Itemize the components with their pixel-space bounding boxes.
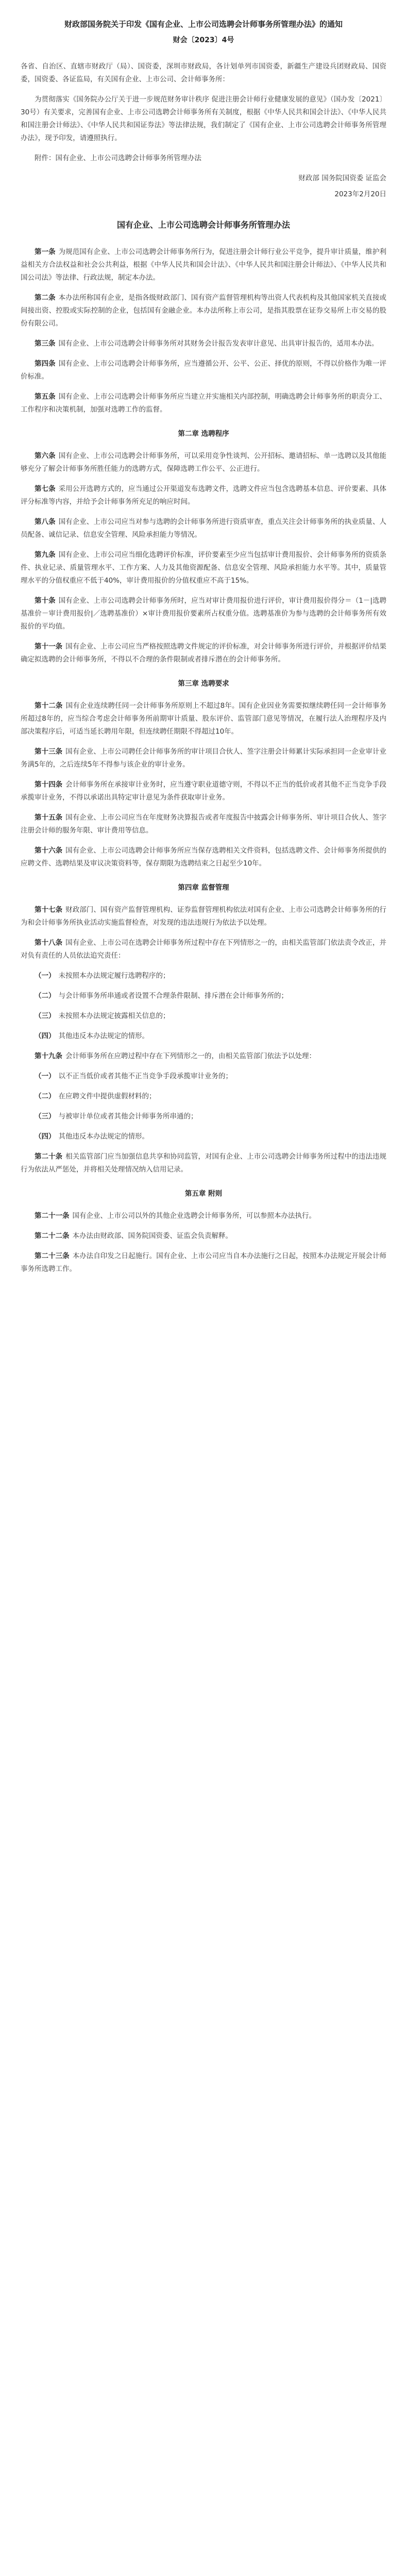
article-text: 本办法自印发之日起施行。国有企业、上市公司应当自本办法施行之日起，按照本办法规定开展会计师事务所选聘工作。 bbox=[21, 1252, 387, 1273]
article-text: 采用公开选聘方式的，应当通过公开渠道发布选聘文件，选聘文件应当包含选聘基本信息、评价要素、具体评分标准等内容，并给予会计师事务所充足的响应时间。 bbox=[21, 485, 387, 506]
article-text: 国有企业、上市公司选聘会计师事务所应当保存选聘相关文件资料，包括选聘文件、会计师事务所提供的应聘文件、选聘结果及审议决策资料等，保存期限为选聘结束之日起至少10年。 bbox=[21, 846, 387, 868]
article-number: 第四条 bbox=[35, 360, 56, 368]
article-number: 第二十三条 bbox=[35, 1252, 70, 1260]
article-number: 第十九条 bbox=[35, 1052, 62, 1060]
article-number: 第五条 bbox=[35, 393, 56, 401]
article bbox=[21, 1070, 386, 1083]
chapter-heading: 第五章 附则 bbox=[184, 1190, 223, 1198]
article-number: （四） bbox=[35, 1132, 56, 1141]
article-text: 以不正当低价或者其他不正当竞争手段承揽审计业务的； bbox=[58, 1072, 232, 1080]
article-number: 第七条 bbox=[35, 485, 56, 493]
article-text: 国有企业、上市公司选聘会计师事务所，可以采用竞争性谈判、公开招标、邀请招标、单一选聘以及其他能够充分了解会计师事务所胜任能力的选聘方式，保障选聘工作公平、公正进行。 bbox=[21, 452, 387, 473]
article bbox=[21, 990, 386, 1003]
article-text: 本办法所称国有企业，是指各级财政部门、国有资产监督管理机构等出资人代表机构及其他国家机关直接或间接出资、控股或实际控制的企业，包括国有金融企业。本办法所称上市公司，是指其股票在证券交易所上市交易的股份有限公司。 bbox=[21, 294, 387, 328]
article bbox=[21, 1090, 386, 1103]
chapter-heading: 第四章 监督管理 bbox=[178, 884, 229, 892]
article bbox=[21, 937, 386, 962]
article-number: （一） bbox=[35, 972, 56, 980]
article-number: （二） bbox=[35, 1092, 56, 1100]
article-text: 相关监管部门应当加强信息共享和协同监管，对国有企业、上市公司选聘会计师事务所过程中的违法违规行为依法从严惩处，并将相关处理情况纳入信用记录。 bbox=[21, 1153, 387, 1174]
attachment-line: 附件：国有企业、上市公司选聘会计师事务所管理办法 bbox=[35, 154, 201, 162]
article-number: 第二十一条 bbox=[35, 1212, 70, 1220]
article bbox=[21, 549, 386, 587]
article-text: 国有企业、上市公司选聘会计师事务所应当建立并实施相关内部控制，明确选聘会计师事务所的职责分工、工作程序和决策机制，加强对选聘工作的监督。 bbox=[21, 393, 387, 414]
article-number: 第二条 bbox=[35, 294, 56, 302]
addressee: 各省、自治区、直辖市财政厅（局）、国资委，深圳市财政局，各计划单列市国资委，新疆生产建设兵团财政局、国资委，国资委、各证监局，有关国有企业、上市公司、会计师事务所： bbox=[21, 62, 386, 83]
article bbox=[21, 1130, 386, 1143]
article bbox=[21, 745, 386, 771]
article-number: 第十四条 bbox=[35, 781, 63, 789]
article-text: 其他违反本办法规定的情形。 bbox=[58, 1032, 149, 1040]
signing-date: 2023年2月20日 bbox=[334, 190, 386, 198]
article-number: （二） bbox=[35, 992, 56, 1000]
article bbox=[21, 1250, 386, 1276]
article-number: 第十七条 bbox=[35, 906, 63, 914]
document-number: 财会〔2023〕4号 bbox=[173, 36, 234, 44]
article-text: 国有企业、上市公司应当对参与选聘的会计师事务所进行资质审查，重点关注会计师事务所的执业质量、人员配备、诚信记录、信息安全管理、风险承担能力等情况。 bbox=[21, 518, 387, 539]
article-number: （一） bbox=[35, 1072, 56, 1080]
article-text: 其他违反本办法规定的情形。 bbox=[58, 1132, 149, 1141]
article bbox=[21, 811, 386, 837]
notice-title: 财政部国务院关于印发《国有企业、上市公司选聘会计师事务所管理办法》的通知 bbox=[64, 20, 343, 29]
notice-body: 为贯彻落实《国务院办公厅关于进一步规范财务审计秩序 促进注册会计师行业健康发展的意见》（国办发〔2021〕30号）有关要求，完善国有企业、上市公司选聘会计师事务所有关制度，根据《中华人民共和国会计法》、《中华人民共和国注册会计师法》、《中华人民共和国证券法》等法律法规，我们制定了《国有企业、上市公司选聘会计师事务所管理办法》，现予印发，请遵照执行。 bbox=[21, 95, 386, 142]
article-number: 第六条 bbox=[35, 452, 56, 460]
article bbox=[21, 358, 386, 383]
article bbox=[21, 1030, 386, 1043]
article-number: 第十条 bbox=[35, 597, 56, 605]
article-text: 国有企业、上市公司选聘会计师事务所，应当遵循公开、公平、公正、择优的原则，不得以价格作为唯一评价标准。 bbox=[21, 360, 387, 381]
article-text: 国有企业、上市公司选聘会计师事务所对其财务会计报告发表审计意见、出具审计报告的，适用本办法。 bbox=[58, 340, 379, 348]
article bbox=[21, 970, 386, 982]
article-number: （四） bbox=[35, 1032, 56, 1040]
article bbox=[21, 904, 386, 929]
article-text: 本办法由财政部、国务院国资委、证监会负责解释。 bbox=[72, 1232, 232, 1240]
article-number: （三） bbox=[35, 1112, 56, 1121]
article bbox=[21, 844, 386, 870]
article-number: 第十六条 bbox=[35, 846, 63, 855]
article bbox=[21, 337, 386, 350]
article bbox=[21, 516, 386, 541]
article-text: 国有企业、上市公司应当细化选聘评价标准，评价要素至少应当包括审计费用报价、会计师事务所的资质条件、执业记录、质量管理水平、工作方案、人力及其他资源配备、信息安全管理、风险承担能力水平等。其中，质量管理水平的分值权重应不低于40%，审计费用报价的分值权重应不高于15%。 bbox=[21, 551, 387, 585]
article bbox=[21, 640, 386, 666]
article-text: 在应聘文件中提供虚假材料的； bbox=[58, 1092, 156, 1100]
article-text: 国有企业、上市公司在选聘会计师事务所过程中存在下列情形之一的，由相关监管部门依法责令改正，并对负有责任的人员依法追究责任： bbox=[21, 939, 387, 960]
article-number: 第十二条 bbox=[35, 702, 63, 710]
article-text: 为规范国有企业、上市公司选聘会计师事务所行为，促进注册会计师行业公平竞争，提升审计质量，维护利益相关方合法权益和社会公共利益，根据《中华人民共和国会计法》、《中华人民共和国注册会计师法》、《中华人民共和国公司法》等法律、行政法规，制定本办法。 bbox=[21, 248, 387, 282]
article-number: 第八条 bbox=[35, 518, 56, 526]
article-text: 会计师事务所在应聘过程中存在下列情形之一的，由相关监管部门依法予以处理： bbox=[65, 1052, 316, 1060]
article-text: 与被审计单位或者其他会计师事务所串通的； bbox=[58, 1112, 198, 1121]
article bbox=[21, 1150, 386, 1176]
article bbox=[21, 483, 386, 509]
article bbox=[21, 1210, 386, 1223]
article-text: 国有企业、上市公司以外的其他企业选聘会计师事务所，可以参照本办法执行。 bbox=[72, 1212, 316, 1220]
article-number: 第二十二条 bbox=[35, 1232, 70, 1240]
article bbox=[21, 595, 386, 633]
article-number: 第二十条 bbox=[35, 1153, 63, 1161]
article bbox=[21, 700, 386, 738]
article-text: 国有企业、上市公司聘任会计师事务所的审计项目合伙人、签字注册会计师累计实际承担同一企业审计业务满5年的，之后连续5年不得参与该企业的审计业务。 bbox=[21, 748, 387, 769]
article-number: （三） bbox=[35, 1012, 56, 1020]
article-text: 国有企业、上市公司应当在年度财务决算报告或者年度报告中披露会计师事务所、审计项目合伙人、签字注册会计师的服务年限、审计费用等信息。 bbox=[21, 814, 387, 835]
article-text: 国有企业、上市公司应当严格按照选聘文件规定的评价标准，对会计师事务所进行评价，并根据评价结果确定拟选聘的会计师事务所，不得以不合理的条件限制或者排斥潜在的会计师事务所。 bbox=[21, 642, 387, 664]
article-text: 国有企业、上市公司选聘会计师事务所时，应当对审计费用报价进行评价，审计费用报价得分＝（1－|选聘基准价－审计费用报价|／选聘基准价）×审计费用报价要素所占权重分值。选聘基准价为参与选聘的会计师事务所有效报价的平均值。 bbox=[21, 597, 387, 631]
article bbox=[21, 246, 386, 284]
article bbox=[21, 1010, 386, 1023]
article-number: 第三条 bbox=[35, 340, 56, 348]
article-text: 财政部门、国有资产监督管理机构、证券监督管理机构依法对国有企业、上市公司选聘会计师事务所的行为和会计师事务所执业活动实施监督检查，对发现的违法违规行为依法予以处理。 bbox=[21, 906, 387, 927]
article-text: 会计师事务所在承接审计业务时，应当遵守职业道德守则，不得以不正当的低价或者其他不正当竞争手段承揽审计业务，不得以承诺出具特定审计意见为条件获取审计业务。 bbox=[21, 781, 387, 802]
article-number: 第一条 bbox=[35, 248, 56, 256]
article bbox=[21, 1230, 386, 1243]
article-text: 国有企业连续聘任同一会计师事务所原则上不超过8年。国有企业因业务需要拟继续聘任同一会计师事务所超过8年的，应当综合考虑会计师事务所前期审计质量、股东评价、监管部门意见等情况，在履行法人治理程序及内部决策程序后，可适当延长聘用年限，但连续聘任期限不得超过10年。 bbox=[21, 702, 387, 736]
article bbox=[21, 450, 386, 476]
measures-body bbox=[21, 246, 386, 1276]
article-text: 未按照本办法规定披露相关信息的； bbox=[58, 1012, 170, 1020]
chapter-heading: 第二章 选聘程序 bbox=[178, 430, 229, 438]
signing-authorities: 财政部 国务院国资委 证监会 bbox=[298, 174, 386, 182]
article-number: 第九条 bbox=[35, 551, 56, 559]
article-text: 与会计师事务所串通或者设置不合理条件限制、排斥潜在会计师事务所的； bbox=[58, 992, 288, 1000]
chapter-heading: 第三章 选聘要求 bbox=[178, 680, 229, 688]
article bbox=[21, 778, 386, 804]
article-number: 第十一条 bbox=[35, 642, 63, 651]
measures-title: 国有企业、上市公司选聘会计师事务所管理办法 bbox=[116, 220, 290, 230]
article bbox=[21, 1110, 386, 1123]
article bbox=[21, 391, 386, 416]
article bbox=[21, 1050, 386, 1063]
article-number: 第十三条 bbox=[35, 748, 63, 756]
article bbox=[21, 292, 386, 330]
article-number: 第十五条 bbox=[35, 814, 63, 822]
article-text: 未按照本办法规定履行选聘程序的； bbox=[58, 972, 170, 980]
article-number: 第十八条 bbox=[35, 939, 63, 947]
